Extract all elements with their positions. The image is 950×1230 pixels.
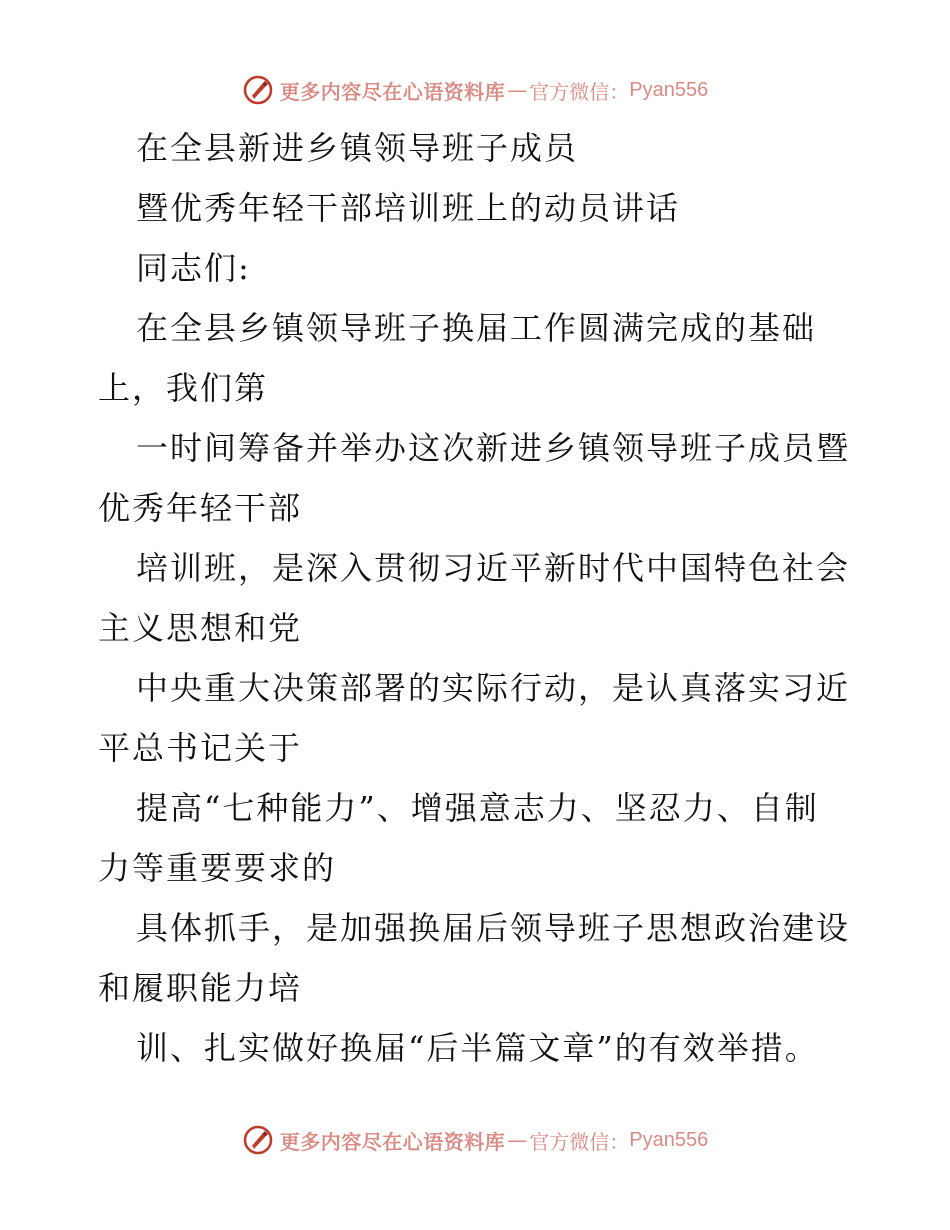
banner-main-text: 更多内容尽在心语资料库 [279,1129,506,1154]
pen-circle-logo-icon [242,1124,274,1156]
body-text [98,298,858,1078]
body-line: 上，我们第 [98,369,269,407]
banner-wechat-id: Pyan556 [629,1128,709,1151]
body-line: 中央重大决策部署的实际行动，是认真落实习近 [136,669,851,707]
body-line: 力等重要要求的 [98,849,337,887]
salutation: 同志们: [136,249,251,287]
body-line: 具体抓手，是加强换届后领导班子思想政治建设 [136,909,851,947]
pen-circle-logo-icon [242,74,274,106]
body-line: 一时间筹备并举办这次新进乡镇领导班子成员暨 [136,429,851,467]
banner-separator: — [507,1128,528,1152]
body-line: 提高“七种能力”、增强意志力、坚忍力、自制 [136,789,819,827]
banner-wechat-label: 官方微信： [529,79,630,104]
body-line: 在全县乡镇领导班子换届工作圆满完成的基础 [136,309,817,347]
body-line: 平总书记关于 [98,729,303,767]
document-title-line-1: 在全县新进乡镇领导班子成员 [136,129,579,167]
header-banner [0,70,950,110]
body-line: 训、扎实做好换届“后半篇文章”的有效举措。 [136,1029,819,1067]
banner-wechat-id: Pyan556 [629,78,709,101]
document-title-line-2: 暨优秀年轻干部培训班上的动员讲话 [136,189,681,227]
footer-banner [0,1120,950,1160]
document-body [98,118,858,1078]
banner-separator: — [507,78,528,102]
body-line: 优秀年轻干部 [98,489,303,527]
body-line: 主义思想和党 [98,609,303,647]
body-line: 培训班，是深入贯彻习近平新时代中国特色社会 [136,549,851,587]
body-line: 和履职能力培 [98,969,303,1007]
banner-main-text: 更多内容尽在心语资料库 [279,79,506,104]
banner-wechat-label: 官方微信： [529,1129,630,1154]
